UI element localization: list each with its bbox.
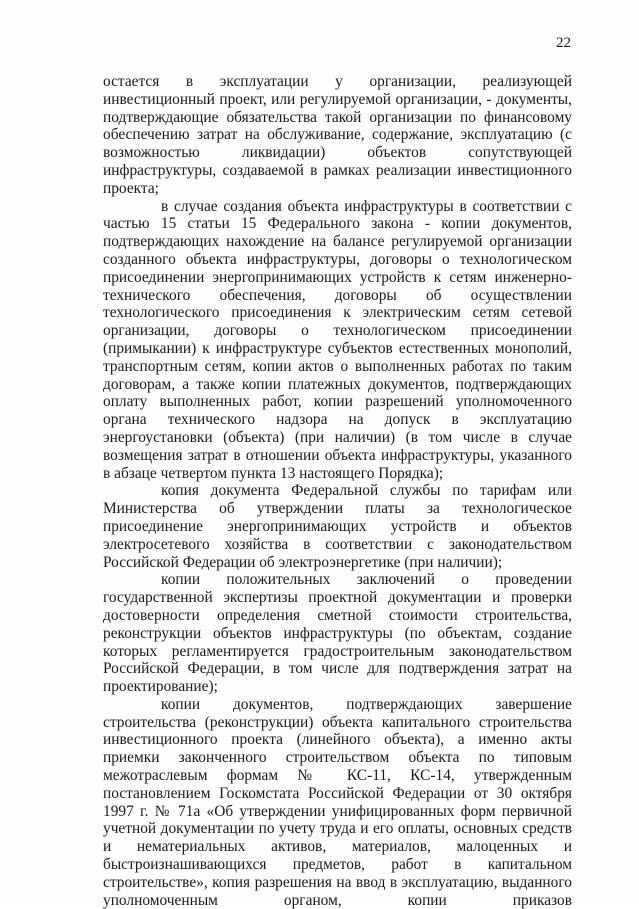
paragraph-expertise-conclusions: копии положительных заключений о проведении государственной экспертизы проектной документации и проверки достоверности определения сметной стоимости строительства, реконструкции объектов инфраструктуры (по объектам, создание которых регламентируется градостроительным законодательством Российской Федерации, в том числе для подтверждения затрат на проектирование); [103, 571, 572, 696]
body-text [103, 73, 572, 909]
paragraph-infrastructure-documents: в случае создания объекта инфраструктуры в соответствии с частью 15 статьи 15 Федерального закона - копии документов, подтверждающих нахождение на балансе регулируемой организации созданного объекта инфраструктуры, договоры о технологическом присоединении энергопринимающих устройств к сетям инженерно-технического обеспечения, договоры об осуществлении технологического присоединения к электрическим сетям сетевой организации, договоры о технологическом присоединении (примыкании) к инфраструктуре субъектов естественных монополий, транспортным сетям, копии актов о выполненных работах по таким договорам, а также копии платежных документов, подтверждающих оплату выполненных работ, копии разрешений уполномоченного органа технического надзора на допуск в эксплуатацию энергоустановки (объекта) (при наличии) (в том числе в случае возмещения затрат в отношении объекта инфраструктуры, указанного в абзаце четвертом пункта 13 настоящего Порядка); [103, 197, 572, 482]
paragraph-construction-completion: копии документов, подтверждающих завершение строительства (реконструкции) объекта капитального строительства инвестиционного проекта (линейного объекта), а именно акты приемки законченного строительством объекта по типовым межотраслевым формам № КС-11, КС-14, утвержденным постановлением Госкомстата Российской Федерации от 30 октября 1997 г. № 71а «Об утверждении унифицированных форм первичной учетной документации по учету труда и его оплаты, основных средств и нематериальных активов, материалов, малоценных и быстроизнашивающихся предметов, работ в капитальном строительстве», копия разрешения на ввод в эксплуатацию, выданного уполномоченным органом, копии приказов [103, 695, 572, 909]
page-number: 22 [556, 35, 571, 51]
paragraph-tariff-service-copy: копия документа Федеральной службы по тарифам или Министерства об утверждении платы за технологическое присоединение энергопринимающих устройств и объектов электросетевого хозяйства в соответствии с законодательством Российской Федерации об электроэнергетике (при наличии); [103, 482, 572, 571]
paragraph-continuation: остается в эксплуатации у организации, реализующей инвестиционный проект, или регулируемой организации, - документы, подтверждающие обязательства такой организации по финансовому обеспечению затрат на обслуживание, содержание, эксплуатацию (с возможностью ликвидации) объектов сопутствующей инфраструктуры, создаваемой в рамках реализации инвестиционного проекта; [103, 73, 572, 197]
